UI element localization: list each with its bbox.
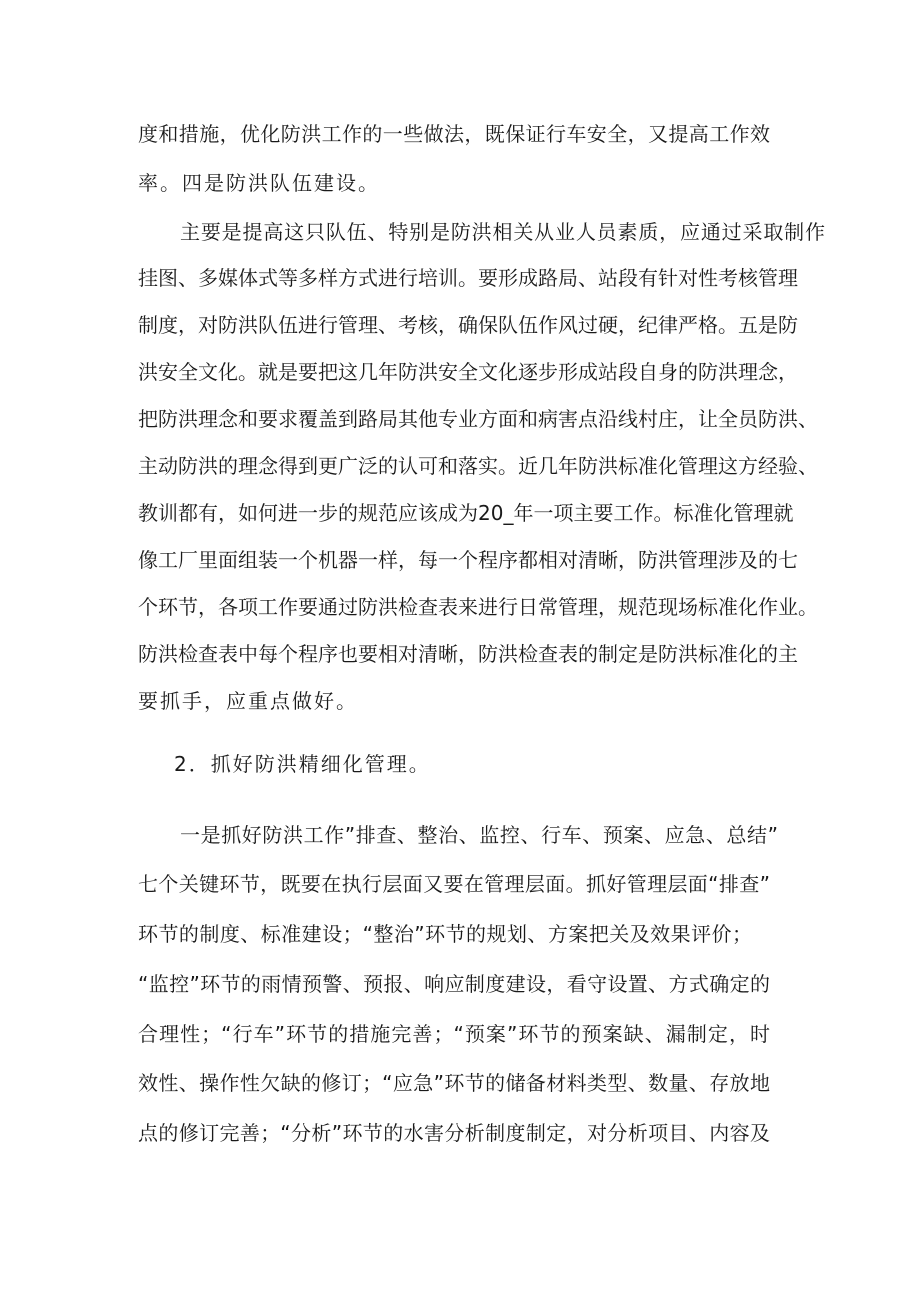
text-line: 制度，对防洪队伍进行管理、考核，确保队伍作风过硬，纪律严格。五是防	[138, 313, 798, 337]
text-line: 效性、操作性欠缺的修订；“应急”环节的储备材料类型、数量、存放地	[138, 1071, 770, 1095]
text-line: 度和措施，优化防洪工作的一些做法，既保证行车安全，又提高工作效	[138, 122, 770, 146]
text-line: 个环节，各项工作要通过防洪检查表来进行日常管理，规范现场标准化作业。	[138, 595, 818, 619]
text-line: 把防洪理念和要求覆盖到路局其他专业方面和病害点沿线村庄，让全员防洪、	[138, 407, 818, 431]
text-line: 率。四是防洪队伍建设。	[138, 171, 380, 195]
text-line: 洪安全文化。就是要把这几年防洪安全文化逐步形成站段自身的防洪理念，	[138, 360, 798, 384]
text-line: 主动防洪的理念得到更广泛的认可和落实。近几年防洪标准化管理这方经验、	[138, 454, 818, 478]
text-line: 挂图、多媒体式等多样方式进行培训。要形成路局、站段有针对性考核管理	[138, 266, 798, 290]
text-line: 像工厂里面组装一个机器一样，每一个程序都相对清晰，防洪管理涉及的七	[138, 548, 798, 572]
section-heading: 2．抓好防洪精细化管理。	[174, 752, 431, 776]
text-line: 教训都有，如何进一步的规范应该成为20_年一项主要工作。标准化管理就	[138, 501, 794, 525]
text-line: 要抓手，应重点做好。	[138, 689, 358, 713]
text-line: 防洪检查表中每个程序也要相对清晰，防洪检查表的制定是防洪标准化的主	[138, 642, 798, 666]
text-line: 环节的制度、标准建设；“整治”环节的规划、方案把关及效果评价；	[138, 922, 752, 946]
text-line: 点的修订完善；“分析”环节的水害分析制度制定，对分析项目、内容及	[138, 1121, 770, 1145]
text-line: 合理性；“行车”环节的措施完善；“预案”环节的预案缺、漏制定，时	[138, 1022, 770, 1046]
text-line: 一是抓好防洪工作”排查、整治、监控、行车、预案、应急、总结”	[180, 823, 778, 847]
text-line: 七个关键环节，既要在执行层面又要在管理层面。抓好管理层面“排查”	[138, 872, 770, 896]
text-line: 主要是提高这只队伍、特别是防洪相关从业人员素质，应通过采取制作	[180, 220, 825, 244]
text-line: “监控”环节的雨情预警、预报、响应制度建设，看守设置、方式确定的	[138, 972, 770, 996]
